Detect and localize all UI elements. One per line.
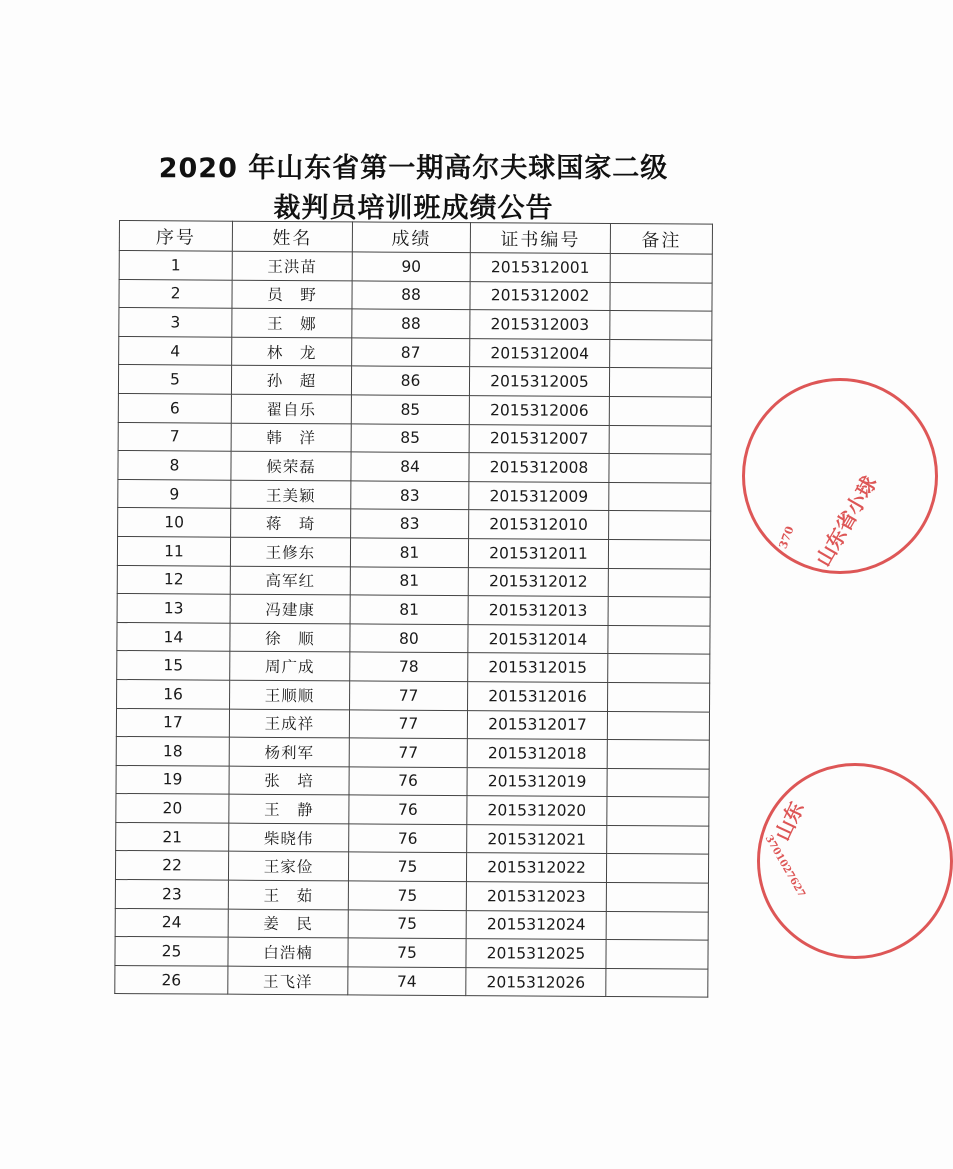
cell-no: 25 [115, 937, 228, 966]
cell-cert: 2015312006 [469, 396, 609, 425]
cell-cert: 2015312022 [466, 853, 606, 882]
cell-score: 83 [351, 509, 469, 538]
cell-cert: 2015312010 [469, 510, 609, 539]
cell-note [609, 425, 711, 454]
cell-name: 蒋 琦 [231, 509, 351, 538]
cell-note [608, 539, 710, 568]
cell-score: 85 [351, 423, 469, 452]
cell-no: 17 [116, 708, 229, 737]
table-row [118, 508, 711, 540]
cell-score: 88 [352, 309, 470, 338]
cell-score: 76 [349, 824, 467, 853]
cell-name: 王洪苗 [232, 251, 352, 280]
table-row [116, 708, 709, 740]
cell-cert: 2015312012 [468, 567, 608, 596]
cell-name: 王飞洋 [228, 966, 348, 995]
official-seal-bottom [757, 763, 953, 959]
table-row [118, 422, 711, 454]
cell-note [608, 682, 710, 711]
cell-cert: 2015312018 [467, 739, 607, 768]
cell-cert: 2015312007 [469, 424, 609, 453]
cell-name: 王 娜 [232, 308, 352, 337]
cell-note [607, 768, 709, 797]
cell-no: 22 [115, 851, 228, 880]
cell-score: 75 [348, 910, 466, 939]
table-row [117, 594, 710, 626]
cell-cert: 2015312002 [470, 281, 610, 310]
header-no: 序号 [119, 221, 232, 252]
cell-cert: 2015312023 [466, 882, 606, 911]
cell-name: 柴晓伟 [229, 823, 349, 852]
table-row [116, 737, 709, 769]
header-name: 姓名 [232, 221, 352, 252]
cell-no: 7 [118, 422, 231, 451]
cell-name: 王美颖 [231, 480, 351, 509]
cell-no: 16 [117, 679, 230, 708]
cell-name: 孙 超 [231, 366, 351, 395]
table-row [119, 308, 712, 340]
table-row [116, 794, 709, 826]
header-score: 成绩 [352, 222, 470, 253]
table-row [118, 393, 711, 425]
cell-cert: 2015312008 [469, 453, 609, 482]
cell-no: 23 [115, 880, 228, 909]
cell-cert: 2015312016 [468, 682, 608, 711]
cell-cert: 2015312021 [467, 825, 607, 854]
cell-note [606, 883, 708, 912]
cell-score: 83 [351, 481, 469, 510]
cell-name: 周广成 [230, 651, 350, 680]
cell-cert: 2015312003 [470, 310, 610, 339]
cell-no: 3 [119, 308, 232, 337]
cell-note [607, 740, 709, 769]
cell-name: 候荣磊 [231, 451, 351, 480]
cell-no: 19 [116, 765, 229, 794]
cell-no: 6 [118, 393, 231, 422]
cell-note [610, 311, 712, 340]
cell-score: 86 [351, 366, 469, 395]
cell-score: 78 [350, 652, 468, 681]
cell-score: 75 [348, 881, 466, 910]
table-row [119, 336, 712, 368]
cell-note [609, 396, 711, 425]
cell-name: 徐 顺 [230, 623, 350, 652]
table-row [116, 765, 709, 797]
cell-name: 王修东 [230, 537, 350, 566]
cell-score: 74 [348, 967, 466, 996]
cell-no: 9 [118, 479, 231, 508]
cell-name: 韩 洋 [231, 423, 351, 452]
cell-name: 王家俭 [228, 852, 348, 881]
official-seal-top [742, 378, 938, 574]
cell-name: 王成祥 [229, 709, 349, 738]
table-header-row [119, 221, 712, 255]
cell-no: 15 [117, 651, 230, 680]
cell-no: 14 [117, 622, 230, 651]
cell-score: 84 [351, 452, 469, 481]
cell-score: 81 [350, 566, 468, 595]
cell-cert: 2015312019 [467, 767, 607, 796]
cell-note [608, 625, 710, 654]
cell-cert: 2015312011 [468, 539, 608, 568]
cell-name: 王 静 [229, 794, 349, 823]
cell-note [608, 568, 710, 597]
table-row [119, 279, 712, 311]
cell-note [610, 339, 712, 368]
cell-score: 88 [352, 281, 470, 310]
cell-score: 77 [349, 709, 467, 738]
cell-note [606, 968, 708, 997]
cell-cert: 2015312009 [469, 481, 609, 510]
cell-cert: 2015312026 [466, 967, 606, 996]
cell-name: 姜 民 [228, 909, 348, 938]
table-row [118, 479, 711, 511]
cell-score: 76 [349, 767, 467, 796]
cell-cert: 2015312015 [468, 653, 608, 682]
cell-score: 75 [348, 938, 466, 967]
cell-no: 26 [115, 965, 228, 994]
cell-score: 85 [351, 395, 469, 424]
table-row [115, 965, 708, 997]
cell-note [607, 797, 709, 826]
table-row [115, 937, 708, 969]
cell-note [608, 597, 710, 626]
seal-text-1: 山东省小球 [810, 471, 882, 571]
cell-name: 林 龙 [232, 337, 352, 366]
cell-no: 21 [116, 822, 229, 851]
cell-score: 77 [350, 681, 468, 710]
cell-no: 2 [119, 279, 232, 308]
cell-no: 10 [118, 508, 231, 537]
cell-no: 8 [118, 451, 231, 480]
table-row [115, 908, 708, 940]
table-row [119, 251, 712, 283]
seal-number-2: 3701027627 [762, 833, 807, 900]
cell-note [609, 368, 711, 397]
cell-score: 81 [350, 538, 468, 567]
cell-cert: 2015312014 [468, 624, 608, 653]
table-row [115, 851, 708, 883]
cell-note [607, 711, 709, 740]
table-row [118, 365, 711, 397]
cell-no: 12 [117, 565, 230, 594]
cell-name: 张 培 [229, 766, 349, 795]
table-row [115, 880, 708, 912]
cell-name: 王顺顺 [230, 680, 350, 709]
header-note: 备注 [610, 224, 712, 255]
cell-cert: 2015312013 [468, 596, 608, 625]
cell-cert: 2015312020 [467, 796, 607, 825]
cell-no: 18 [116, 737, 229, 766]
cell-no: 13 [117, 594, 230, 623]
cell-score: 77 [349, 738, 467, 767]
scores-table [114, 220, 713, 998]
cell-cert: 2015312005 [469, 367, 609, 396]
table-row [117, 565, 710, 597]
table-row [117, 651, 710, 683]
cell-no: 4 [119, 336, 232, 365]
cell-no: 20 [116, 794, 229, 823]
cell-name: 员 野 [232, 280, 352, 309]
cell-no: 24 [115, 908, 228, 937]
cell-name: 杨利军 [229, 737, 349, 766]
cell-note [606, 940, 708, 969]
table-row [117, 679, 710, 711]
cell-score: 80 [350, 624, 468, 653]
cell-note [607, 825, 709, 854]
cell-cert: 2015312017 [467, 710, 607, 739]
seal-text-2: 山东 [770, 797, 809, 845]
table-row [118, 451, 711, 483]
cell-score: 76 [349, 795, 467, 824]
cell-no: 5 [118, 365, 231, 394]
cell-note [606, 911, 708, 940]
table-row [116, 822, 709, 854]
title-line-1: 2020 年山东省第一期高尔夫球国家二级 [158, 153, 669, 184]
cell-note [610, 254, 712, 283]
seal-number-1: 370 [776, 524, 797, 551]
cell-no: 11 [117, 536, 230, 565]
cell-score: 81 [350, 595, 468, 624]
cell-note [610, 282, 712, 311]
cell-cert: 2015312004 [470, 338, 610, 367]
header-cert: 证书编号 [470, 223, 610, 254]
cell-name: 冯建康 [230, 594, 350, 623]
cell-note [609, 482, 711, 511]
title-line-2: 裁判员培训班成绩公告 [273, 193, 554, 224]
table-row [117, 622, 710, 654]
cell-name: 翟自乐 [231, 394, 351, 423]
cell-score: 75 [348, 852, 466, 881]
cell-score: 90 [352, 252, 470, 281]
table-row [117, 536, 710, 568]
cell-note [608, 654, 710, 683]
cell-name: 王 茹 [228, 880, 348, 909]
cell-cert: 2015312001 [470, 253, 610, 282]
cell-cert: 2015312025 [466, 939, 606, 968]
cell-note [609, 511, 711, 540]
cell-name: 白浩楠 [228, 937, 348, 966]
cell-note [606, 854, 708, 883]
cell-note [609, 454, 711, 483]
cell-name: 高军红 [230, 566, 350, 595]
cell-cert: 2015312024 [466, 910, 606, 939]
cell-no: 1 [119, 251, 232, 280]
cell-score: 87 [352, 338, 470, 367]
